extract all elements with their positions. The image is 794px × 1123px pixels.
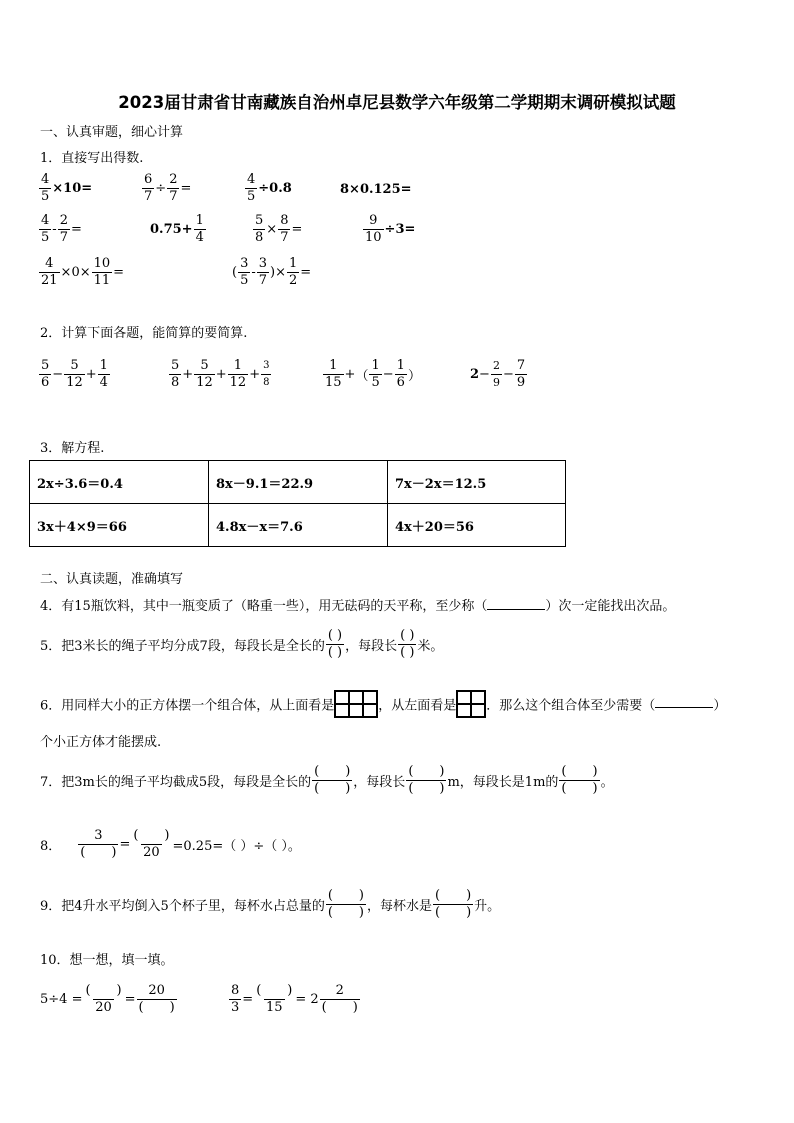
q2-item-4 bbox=[470, 358, 528, 391]
q1-item-7 bbox=[252, 213, 302, 246]
numerator: 5 bbox=[171, 358, 180, 373]
fraction bbox=[559, 764, 599, 797]
numerator: 2 bbox=[59, 213, 68, 228]
equation-cell: 2x÷3.6＝0.4 bbox=[30, 461, 209, 504]
text-segment: ，每段长 bbox=[353, 775, 406, 790]
numerator: 4 bbox=[45, 256, 54, 271]
numerator: 2 bbox=[492, 359, 500, 372]
text-segment: ÷ bbox=[155, 181, 167, 196]
text-segment: + bbox=[85, 367, 97, 382]
text-segment: ） bbox=[713, 698, 727, 714]
numerator: 2 bbox=[169, 172, 178, 187]
denominator[interactable]: ( ) bbox=[561, 781, 598, 796]
fraction bbox=[326, 628, 344, 661]
text-segment: = bbox=[300, 265, 312, 280]
q1-heading: 1．直接写出得数. bbox=[40, 151, 144, 166]
text-segment: 升。 bbox=[474, 899, 501, 914]
numerator: 1 bbox=[99, 358, 108, 373]
fraction bbox=[142, 172, 154, 205]
denominator: 2 bbox=[289, 273, 298, 288]
fraction bbox=[254, 983, 294, 1016]
text-segment: - bbox=[251, 265, 256, 280]
text-segment: ，每杯水是 bbox=[366, 899, 432, 914]
fraction bbox=[395, 358, 407, 391]
grid-cell bbox=[349, 704, 363, 717]
fraction bbox=[515, 358, 527, 391]
fraction bbox=[406, 764, 446, 797]
equation-cell: 4.8x－x＝7.6 bbox=[209, 504, 388, 547]
q6 bbox=[40, 690, 726, 718]
text-segment: − bbox=[502, 367, 514, 382]
text-segment: ，每段长 bbox=[345, 639, 398, 654]
fraction bbox=[194, 358, 215, 391]
q4: 4．有15瓶饮料，其中一瓶变质了（略重一些），用无砝码的天平称，至少称（ ）次一定能找出次品。 bbox=[40, 599, 676, 614]
text-segment: = bbox=[119, 837, 131, 852]
text-segment: 6．用同样大小的正方体摆一个组合体，从上面看是 bbox=[40, 698, 335, 714]
table-row bbox=[30, 504, 566, 547]
denominator: 5 bbox=[41, 189, 50, 204]
q3-heading: 3．解方程. bbox=[40, 441, 105, 456]
numerator: 10 bbox=[93, 256, 111, 271]
denominator: 9 bbox=[516, 375, 526, 390]
q1-item-4: 8×0.125= bbox=[340, 182, 412, 197]
denominator: 4 bbox=[99, 375, 108, 390]
grid-cell bbox=[457, 704, 471, 717]
text-segment: = bbox=[70, 222, 82, 237]
numerator: 20 bbox=[148, 983, 165, 998]
text-segment: 7．把3m长的绳子平均截成5段，每段是全长的 bbox=[40, 775, 312, 790]
top-view-grid-icon bbox=[334, 690, 378, 718]
text-segment: + bbox=[344, 367, 356, 382]
text-segment: ÷0.8 bbox=[258, 181, 292, 196]
numerator[interactable]: ( ) bbox=[85, 983, 122, 998]
numerator: 8 bbox=[280, 213, 289, 228]
numerator[interactable]: ( ) bbox=[327, 888, 364, 903]
q1-item-8 bbox=[362, 213, 415, 246]
text-segment: = bbox=[113, 265, 125, 280]
q1-item-9 bbox=[38, 256, 124, 289]
denominator: 8 bbox=[261, 374, 271, 391]
fraction bbox=[312, 764, 352, 797]
answer-blank[interactable] bbox=[655, 695, 713, 708]
q1-item-1 bbox=[38, 172, 92, 205]
denominator: 12 bbox=[196, 375, 213, 390]
denominator[interactable]: ( ) bbox=[138, 1000, 175, 1015]
q6-line-2: 个小正方体才能摆成. bbox=[40, 735, 162, 750]
denominator: 15 bbox=[325, 375, 342, 390]
text-segment: )× bbox=[270, 265, 287, 280]
numerator: 4 bbox=[41, 172, 50, 187]
text-segment: + bbox=[182, 367, 194, 382]
q2-item-3 bbox=[322, 358, 421, 391]
table-row bbox=[30, 461, 566, 504]
grid-cell bbox=[335, 704, 349, 717]
denominator: 5 bbox=[371, 375, 380, 390]
numerator[interactable]: ( ) bbox=[133, 828, 170, 843]
denominator[interactable]: ( ) bbox=[80, 845, 117, 860]
equation-cell: 7x－2x＝12.5 bbox=[388, 461, 566, 504]
answer-blank[interactable] bbox=[487, 597, 545, 610]
fraction bbox=[58, 213, 70, 246]
fraction bbox=[98, 358, 110, 391]
denominator: 4 bbox=[195, 230, 204, 245]
denominator: 9 bbox=[492, 376, 500, 389]
text-segment: （ bbox=[355, 369, 369, 384]
denominator[interactable]: ( ) bbox=[408, 781, 445, 796]
numerator: 5 bbox=[200, 358, 209, 373]
fraction bbox=[326, 888, 366, 921]
denominator: 6 bbox=[396, 375, 405, 390]
denominator: 21 bbox=[41, 273, 58, 288]
text-segment: m，每段长是1m的 bbox=[447, 775, 559, 790]
numerator: 8 bbox=[231, 983, 240, 998]
denominator: 15 bbox=[265, 1000, 283, 1015]
text-segment: =0.25=（ ）÷（ ）。 bbox=[172, 839, 301, 854]
denominator: 8 bbox=[171, 375, 180, 390]
denominator: 11 bbox=[93, 273, 111, 288]
text-segment: ÷3= bbox=[384, 222, 416, 237]
q2-heading: 2．计算下面各题，能简算的要简算. bbox=[40, 326, 248, 341]
q10-item-1 bbox=[40, 983, 178, 1016]
grid-cell bbox=[471, 704, 485, 717]
numerator: 1 bbox=[396, 358, 405, 373]
text-segment: = bbox=[180, 181, 192, 196]
denominator: 7 bbox=[258, 273, 268, 288]
q8 bbox=[40, 828, 301, 861]
fraction bbox=[39, 358, 51, 391]
denominator: 12 bbox=[66, 375, 83, 390]
q1-item-10 bbox=[232, 256, 311, 289]
fraction bbox=[64, 358, 85, 391]
q10-item-2 bbox=[228, 983, 361, 1016]
fraction bbox=[39, 213, 51, 246]
numerator[interactable]: ( ) bbox=[314, 764, 351, 779]
numerator: 7 bbox=[516, 358, 526, 373]
text-segment: = bbox=[291, 222, 303, 237]
grid-cell bbox=[457, 691, 471, 704]
numerator: 9 bbox=[369, 213, 378, 228]
numerator[interactable]: ( ) bbox=[256, 983, 293, 998]
text-segment: 5．把3米长的绳子平均分成7段，每段长是全长的 bbox=[40, 639, 325, 654]
numerator: 6 bbox=[144, 172, 153, 187]
denominator[interactable]: ( ) bbox=[314, 781, 351, 796]
text-segment: − bbox=[479, 367, 490, 382]
fraction bbox=[92, 256, 113, 289]
q5 bbox=[40, 628, 443, 661]
equation-table bbox=[29, 460, 566, 547]
denominator: 7 bbox=[280, 230, 289, 245]
text-segment: 米。 bbox=[417, 639, 444, 654]
text-segment: 9．把4升水平均倒入5个杯子里，每杯水占总量的 bbox=[40, 899, 325, 914]
grid-cell bbox=[335, 691, 349, 704]
denominator: 20 bbox=[95, 1000, 112, 1015]
numerator: 4 bbox=[247, 172, 256, 187]
text-segment: 2 bbox=[470, 367, 480, 382]
text-segment: ，从左面看是 bbox=[378, 698, 457, 714]
fraction bbox=[194, 213, 206, 246]
text-segment: = 2 bbox=[295, 992, 319, 1007]
text-segment: = bbox=[242, 992, 254, 1007]
denominator: 5 bbox=[41, 230, 50, 245]
q1-item-3 bbox=[244, 172, 292, 205]
equation-cell: 3x＋4×9＝66 bbox=[30, 504, 209, 547]
text-segment: 5÷4 = bbox=[40, 992, 83, 1007]
denominator: 6 bbox=[41, 375, 50, 390]
fraction bbox=[228, 358, 249, 391]
grid-cell bbox=[471, 691, 485, 704]
q1-item-5 bbox=[38, 213, 82, 246]
text-segment: + bbox=[215, 367, 227, 382]
q1-item-6 bbox=[150, 213, 207, 246]
text-segment: 。 bbox=[600, 775, 614, 790]
text-segment: = bbox=[124, 992, 136, 1007]
fraction bbox=[131, 828, 171, 861]
text-segment: ( bbox=[232, 265, 238, 280]
denominator: 12 bbox=[229, 375, 247, 390]
text-segment: − bbox=[52, 367, 64, 382]
denominator[interactable]: ( ) bbox=[435, 905, 472, 920]
section-1-heading: 一、认真审题，细心计算 bbox=[40, 125, 184, 140]
page-title: 2023届甘肃省甘南藏族自治州卓尼县数学六年级第二学期期末调研模拟试题 bbox=[118, 93, 676, 112]
numerator[interactable]: ( ) bbox=[327, 628, 343, 643]
numerator: 1 bbox=[289, 256, 298, 271]
denominator: 7 bbox=[59, 230, 68, 245]
text-segment: ×10= bbox=[52, 181, 93, 196]
numerator: 5 bbox=[70, 358, 79, 373]
denominator[interactable]: ( ) bbox=[327, 905, 364, 920]
numerator: 1 bbox=[195, 213, 204, 228]
denominator: 20 bbox=[143, 845, 160, 860]
numerator: 3 bbox=[94, 828, 103, 843]
fraction bbox=[238, 256, 250, 289]
fraction bbox=[278, 213, 290, 246]
text-segment: ） bbox=[407, 369, 421, 384]
numerator: 5 bbox=[41, 358, 50, 373]
numerator: 3 bbox=[240, 256, 249, 271]
numerator: 1 bbox=[233, 358, 243, 373]
left-view-grid-icon bbox=[456, 690, 486, 718]
section-2-heading: 二、认真读题，准确填写 bbox=[40, 572, 184, 587]
denominator: 5 bbox=[240, 273, 249, 288]
denominator: 7 bbox=[144, 189, 153, 204]
fraction bbox=[229, 983, 241, 1016]
fraction bbox=[320, 983, 360, 1016]
text-segment: - bbox=[52, 222, 57, 237]
equation-cell: 4x＋20＝56 bbox=[388, 504, 566, 547]
fraction bbox=[363, 213, 384, 246]
q10-heading: 10．想一想，填一填。 bbox=[40, 953, 174, 968]
numerator: 1 bbox=[329, 358, 338, 373]
fraction bbox=[369, 358, 381, 391]
numerator[interactable]: ( ) bbox=[561, 764, 598, 779]
fraction bbox=[323, 358, 344, 391]
text-segment: ×0× bbox=[60, 265, 91, 280]
q7 bbox=[40, 764, 614, 797]
denominator: 7 bbox=[169, 189, 178, 204]
fraction bbox=[39, 256, 60, 289]
grid-cell bbox=[363, 691, 377, 704]
q1-item-2 bbox=[141, 172, 191, 205]
grid-cell bbox=[363, 704, 377, 717]
fraction bbox=[167, 172, 179, 205]
text-segment: × bbox=[266, 222, 278, 237]
text-segment: ．那么这个组合体至少需要（ bbox=[486, 698, 656, 714]
fraction bbox=[169, 358, 181, 391]
numerator: 1 bbox=[371, 358, 380, 373]
numerator: 3 bbox=[258, 256, 268, 271]
numerator[interactable]: ( ) bbox=[408, 764, 445, 779]
text-segment: − bbox=[382, 367, 394, 382]
denominator: 10 bbox=[365, 230, 382, 245]
denominator: 8 bbox=[255, 230, 264, 245]
text-segment: + bbox=[249, 367, 261, 382]
fraction bbox=[287, 256, 299, 289]
grid-cell bbox=[349, 691, 363, 704]
fraction bbox=[491, 358, 502, 391]
text-segment: 8． bbox=[40, 839, 62, 854]
numerator: 2 bbox=[335, 983, 344, 998]
fraction bbox=[398, 628, 416, 661]
q9 bbox=[40, 888, 500, 921]
denominator[interactable]: ( ) bbox=[400, 645, 415, 660]
numerator[interactable]: ( ) bbox=[400, 628, 415, 643]
q2-item-2 bbox=[168, 358, 272, 391]
fraction bbox=[245, 172, 257, 205]
fraction bbox=[78, 828, 118, 861]
denominator: 5 bbox=[247, 189, 256, 204]
q2-item-1 bbox=[38, 358, 111, 391]
denominator: 3 bbox=[231, 1000, 240, 1015]
denominator[interactable]: ( ) bbox=[321, 1000, 358, 1015]
numerator: 4 bbox=[41, 213, 50, 228]
equation-cell: 8x－9.1＝22.9 bbox=[209, 461, 388, 504]
text-segment: 0.75+ bbox=[150, 222, 193, 237]
numerator: 3 bbox=[263, 360, 270, 371]
fraction bbox=[137, 983, 177, 1016]
numerator[interactable]: ( ) bbox=[435, 888, 472, 903]
fraction bbox=[257, 256, 269, 289]
fraction bbox=[39, 172, 51, 205]
denominator[interactable]: ( ) bbox=[327, 645, 343, 660]
fraction bbox=[433, 888, 473, 921]
fraction bbox=[83, 983, 123, 1016]
fraction bbox=[261, 358, 271, 391]
fraction bbox=[253, 213, 265, 246]
numerator: 5 bbox=[255, 213, 264, 228]
